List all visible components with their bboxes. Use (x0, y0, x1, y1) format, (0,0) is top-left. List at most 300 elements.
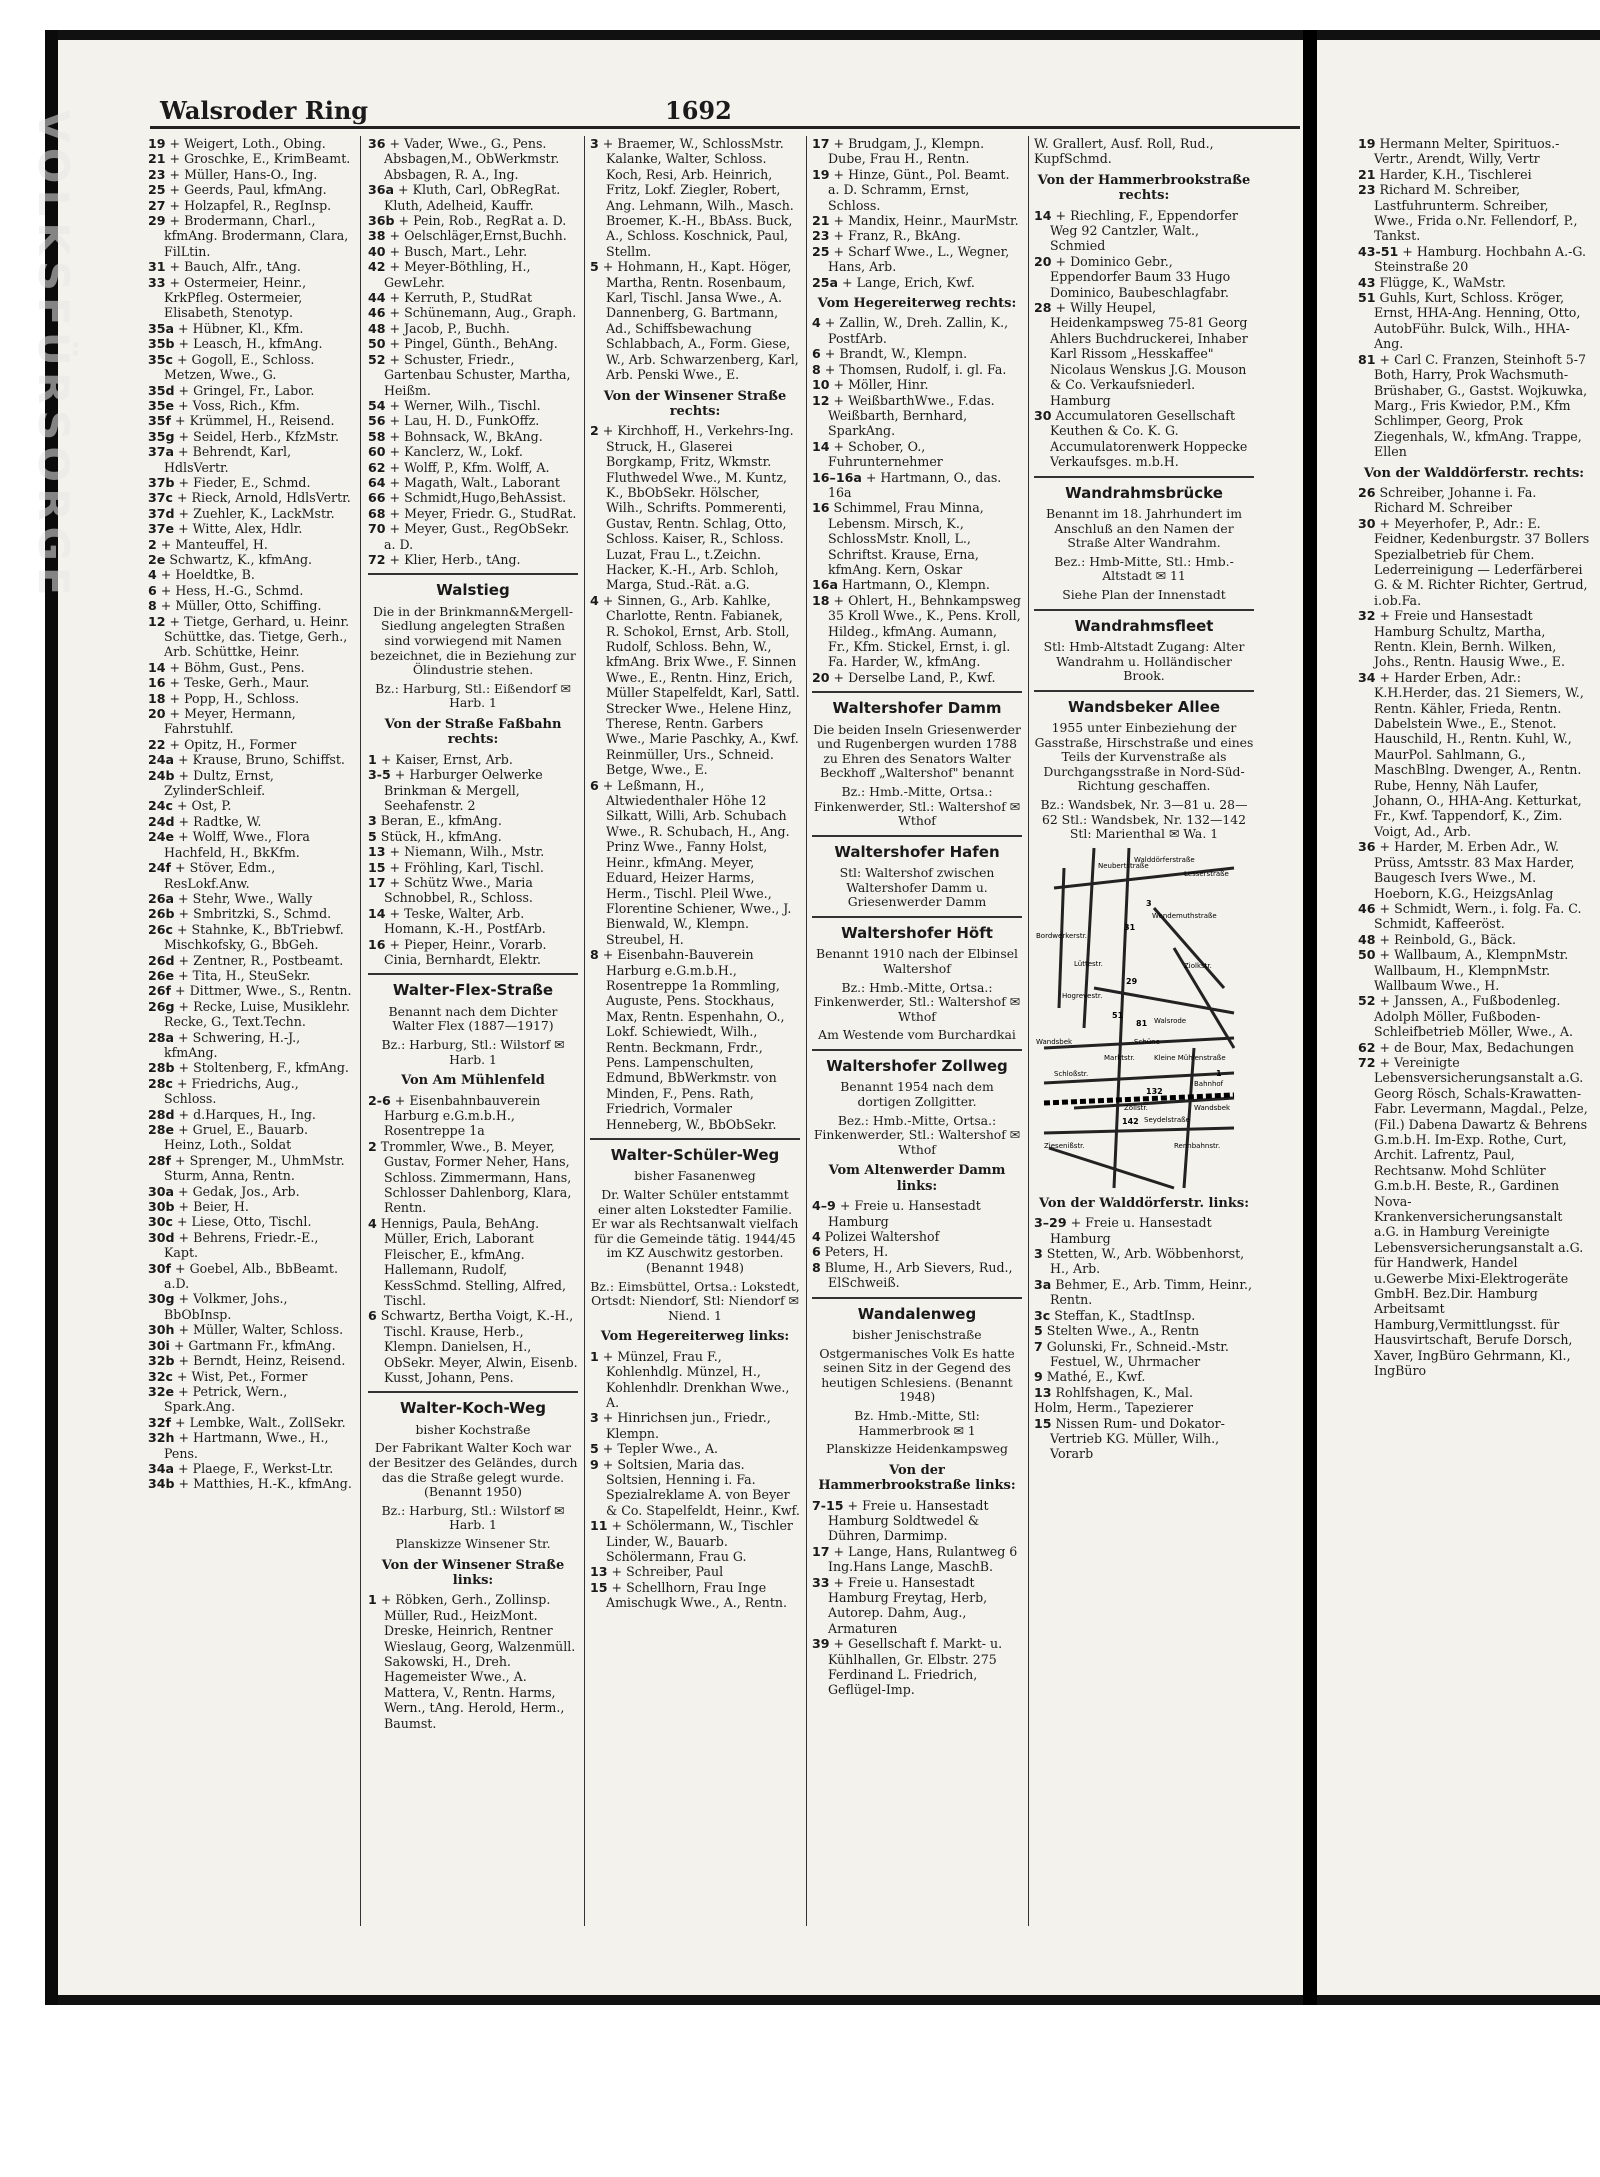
resident-text: + Schölermann, W., Tischler Linder, W., Bauarb. Schölermann, Frau G. (606, 1518, 793, 1565)
house-number: 43 (1358, 274, 1376, 290)
resident-text: + Harder, M. Erben Adr., W. Prüss, Amtsstr. 83 Max Harder, Baugesch Ivers Wwe., M. Hoeborn, K.G., HeizgsAnlag (1374, 839, 1575, 901)
address-entry (368, 305, 578, 320)
address-entry (368, 413, 578, 428)
address-entry (148, 968, 353, 983)
resident-text: + Tepler Wwe., A. (598, 1441, 719, 1457)
resident-text: + Hartmann, Wwe., H., Pens. (164, 1430, 329, 1461)
address-entry (368, 259, 578, 290)
address-entry (812, 244, 1022, 275)
address-entry (368, 444, 578, 459)
house-number: 3–29 (1034, 1215, 1067, 1231)
house-number: 48 (1358, 931, 1376, 947)
resident-text: Hartmann, O., Klempn. (838, 577, 990, 593)
column-2 (368, 136, 578, 1926)
resident-text: Schwartz, K., kfmAng. (165, 551, 313, 567)
house-number: 24f (148, 860, 172, 876)
house-number: 20 (1034, 253, 1052, 269)
resident-text: + d.Harques, H., Ing. (174, 1106, 316, 1122)
resident-text: + Reinbold, G., Bäck. (1375, 931, 1516, 947)
map-label: Lesserstraße (1184, 869, 1229, 878)
address-entry (148, 1230, 353, 1261)
address-entry (812, 500, 1022, 577)
address-entry (590, 259, 800, 382)
address-entry (148, 1461, 353, 1476)
resident-text: + Krümmel, H., Reisend. (171, 413, 335, 429)
map-label: Ziesenißstr. (1044, 1141, 1085, 1150)
house-number: 34 (1358, 669, 1376, 685)
address-entry (148, 537, 353, 552)
resident-text: + Busch, Mart., Lehr. (385, 243, 528, 259)
address-entry (148, 614, 353, 660)
house-number: 28e (148, 1122, 175, 1137)
resident-text: + Behrendt, Karl, HdlsVertr. (164, 444, 292, 475)
address-entry (368, 321, 578, 336)
address-entry (368, 460, 578, 475)
house-number: 50 (368, 336, 386, 352)
resident-text: + Kirchhoff, H., Verkehrs-Ing. Struck, H., Glaserei Borgkamp, Fritz, Wkmstr. Fluthwedel Wwe., M. Kuntz, K., BbObSekr. Hölscher, Wilh., Schrifts. Pommerenti, Gustav, Rentn. Schlag, Otto, Schloss. Kaiser, R., Schloss. Luzat, Frau L., t.Zeichn. Hacker, K.-H., Arb. Schloh, Marga, Stud.-Rät. a.G. (598, 423, 794, 593)
address-entry (368, 552, 578, 567)
address-entry (148, 1322, 353, 1337)
resident-text: + Gesellschaft f. Markt- u. Kühlhallen, Gr. Elbstr. 275 Ferdinand L. Friedrich, Geflügel-Imp. (828, 1636, 1003, 1698)
address-entry (812, 1636, 1022, 1698)
resident-text: W. Grallert, Ausf. Roll, Rud., KupfSchmd. (1034, 136, 1214, 167)
address-entry (148, 1076, 353, 1107)
resident-text: + Lange, Erich, Kwf. (838, 274, 975, 290)
house-number: 16 (148, 675, 166, 691)
house-number: 23 (148, 166, 166, 182)
house-number: 9 (1034, 1369, 1043, 1385)
address-entry (148, 1384, 353, 1415)
resident-text: + Lange, Hans, Rulantweg 6 Ing.Hans Lange, MaschB. (828, 1543, 1018, 1575)
address-entry (590, 778, 800, 947)
resident-text: + Eisenbahn-Bauverein Harburg e.G.m.b.H., Rosentreppe 1a Rommling, Auguste, Pens. Stockhaus, Max, Rentn. Espenhahn, O., Lokf. Schiewiedt, Wilh., Rentn. Beckmann, Frdr., Pens. Lampenschulten, Edmund, BbWerkmstr. von Minden, F., Pens. Rath, Friedrich, Vormaler Henneberg, W., BbObSekr. (598, 947, 785, 1132)
address-entry (812, 470, 1022, 501)
resident-text: + Zentner, R., Postbeamt. (174, 952, 344, 968)
house-number: 60 (368, 444, 386, 460)
column-divider (360, 136, 361, 1926)
address-entry (148, 891, 353, 906)
map-label: Schloßstr. (1054, 1069, 1089, 1078)
resident-text: + Manteuffel, H. (156, 536, 268, 552)
house-number: 33 (812, 1574, 830, 1590)
map-label: Wandsbek (1194, 1103, 1231, 1112)
house-number: 28a (148, 1029, 175, 1045)
address-entry (812, 393, 1022, 439)
address-entry (368, 906, 578, 937)
resident-text: + Schellhorn, Frau Inge Amischugk Wwe., A., Rentn. (606, 1579, 788, 1611)
address-entry (148, 429, 353, 444)
street-heading: Waltershofer Höft (841, 923, 993, 942)
direction-heading: Von der Straße Faßbahn rechts: (384, 716, 562, 748)
house-number: 32e (148, 1383, 175, 1399)
address-entry (1358, 244, 1590, 275)
address-entry (148, 860, 353, 891)
header-rule (150, 126, 1300, 129)
house-number: 15 (368, 859, 386, 875)
direction-heading: Von der Winsener Straße links: (381, 1557, 565, 1588)
house-number: 20 (148, 706, 166, 722)
address-entry (148, 1214, 353, 1229)
address-entry (812, 228, 1022, 243)
house-number: 26f (148, 983, 172, 999)
house-number: 6 (368, 1308, 377, 1324)
house-number: 26c (148, 921, 173, 937)
address-entry (590, 1518, 800, 1564)
address-entry (148, 1476, 353, 1491)
resident-text: + Kanclerz, W., Lokf. (385, 444, 523, 460)
address-entry (1034, 1400, 1254, 1415)
map-house-number: 81 (1136, 1018, 1148, 1028)
address-entry (1034, 1416, 1254, 1462)
house-number: 62 (1358, 1039, 1376, 1055)
house-number: 16 (368, 936, 386, 952)
house-number: 2 (148, 536, 157, 552)
resident-text: + Radtke, W. (174, 813, 262, 829)
house-number: 1 (368, 751, 377, 767)
address-entry (1358, 136, 1590, 167)
resident-text: + Soltsien, Maria das. Soltsien, Henning i. Fa. Spezialreklame A. von Beyer & Co. Stapelfeldt, Heinr., Kwf. (598, 1456, 800, 1518)
address-entry (148, 1030, 353, 1061)
map-road (1094, 988, 1234, 1013)
resident-text: Peters, H. (820, 1244, 889, 1260)
address-entry (1358, 485, 1590, 516)
street-description: Stl: Waltershof zwischen Waltershofer Damm u. Griesenwerder Damm (839, 865, 995, 910)
address-entry (1034, 1246, 1254, 1277)
address-entry (368, 336, 578, 351)
house-number: 30c (148, 1214, 173, 1230)
resident-text: + Schober, O., Fuhrunternehmer (828, 438, 943, 470)
resident-text: + Klier, Herb., tAng. (385, 551, 521, 567)
address-entry (1358, 947, 1590, 993)
resident-text: Schwartz, Bertha Voigt, K.-H., Tischl. Krause, Herb., Klempn. Danielsen, H., ObSekr. Meyer, Alwin, Eisenb. Kusst, Johann, Pens. (376, 1308, 578, 1385)
resident-text: + Beier, H. (174, 1199, 249, 1215)
spine-lettering: VOLKSFÜRSORGE (29, 110, 78, 602)
house-number: 1 (590, 1348, 599, 1364)
address-entry (812, 315, 1022, 346)
resident-text: + Dultz, Ernst, ZylinderSchleif. (164, 767, 274, 799)
resident-text: + Harburger Oelwerke Brinkman & Mergell, Seehafenstr. 2 (384, 767, 543, 813)
address-entry (148, 413, 353, 428)
house-number: 58 (368, 428, 386, 444)
resident-text: + Jacob, P., Buchh. (385, 320, 510, 336)
house-number: 35f (148, 413, 172, 429)
address-entry (148, 475, 353, 490)
address-entry (148, 552, 353, 567)
address-entry (148, 752, 353, 767)
address-entry (148, 675, 353, 690)
house-number: 17 (368, 875, 386, 890)
resident-text: + Schünemann, Aug., Graph. (385, 305, 577, 321)
house-number: 30g (148, 1291, 175, 1307)
column-divider (806, 136, 807, 1926)
resident-text: Blume, H., Arb Sievers, Rud., ElSchweiß. (820, 1259, 1013, 1291)
address-entry (368, 1308, 578, 1385)
address-entry (148, 567, 353, 582)
resident-text: + Münzel, Frau F., Kohlenhdlg. Münzel, H., Kohlenhdlr. Drenkhan Wwe., A. (598, 1348, 790, 1410)
address-entry (148, 1184, 353, 1199)
address-entry (812, 275, 1022, 290)
house-number: 3 (368, 813, 377, 829)
resident-text: + Hübner, Kl., Kfm. (174, 320, 304, 336)
resident-text: + Hamburg. Hochbahn A.-G. Steinstraße 20 (1374, 243, 1587, 275)
resident-text: + Sprenger, M., UhmMstr. Sturm, Anna, Rentn. (164, 1152, 345, 1184)
address-entry (148, 999, 353, 1030)
street-description: 1955 unter Einbeziehung der Gasstraße, Hirschstraße und eines Teils der Kurvenstraße als Durchgangsstraße in Nord-Süd-Richtung geschaffen. (1034, 720, 1254, 794)
house-number: 21 (812, 213, 830, 229)
house-number: 46 (368, 305, 386, 321)
house-number: 36 (368, 136, 386, 151)
direction-heading: Von der Walddörferstr. rechts: (1363, 465, 1585, 481)
house-number: 35e (148, 397, 175, 413)
section-rule (368, 973, 578, 975)
resident-text: + Recke, Luise, Musiklehr. Recke, G., Text.Techn. (164, 998, 350, 1030)
resident-text: Holm, Herm., Tapezierer (1034, 1400, 1194, 1416)
resident-text: + Sinnen, G., Arb. Kahlke, Charlotte, Rentn. Fabianek, R. Schokol, Ernst, Arb. Stoll, Rudolf, Schloss. Behn, W., kfmAng. Brix Wwe., F. Sinnen Wwe., E., Rentn. Hinz, Erich, Müller Stapelfeldt, Karl, Sattl. Strecker Wwe., Helene Hinz, Therese, Rentn. Garbers Wwe., Marie Paschky, A., Kwf. Reinmüller, Urs., Schneid. Betge, Wwe., E. (598, 592, 800, 778)
house-number: 9 (590, 1456, 599, 1472)
house-number: 26a (148, 890, 175, 906)
page-gutter (1303, 30, 1317, 2005)
resident-text: + Tita, H., SteuSekr. (174, 967, 311, 983)
house-number: 12 (812, 392, 830, 408)
resident-text: + Franz, R., BkAng. (829, 228, 961, 244)
direction-heading: Von der Walddörferstr. links: (1038, 1195, 1249, 1211)
section-rule (368, 573, 578, 575)
resident-text: + Ostermeier, Heinr., KrkPfleg. Ostermeier, Elisabeth, Stenotyp. (164, 274, 307, 321)
house-number: 28d (148, 1106, 175, 1122)
map-house-number: 1 (1216, 1068, 1222, 1078)
street-heading: Walter-Koch-Weg (400, 1399, 546, 1418)
address-entry (590, 593, 800, 778)
resident-text: + Meyer, Gust., RegObSekr. a. D. (384, 521, 570, 552)
resident-text: + Seidel, Herb., KfzMstr. (174, 428, 340, 444)
street-description: Bz.: Hmb.-Mitte, Ortsa.: Finkenwerder, Stl.: Waltershof ✉ Wthof (813, 784, 1021, 829)
house-number: 26g (148, 998, 175, 1014)
resident-text: + Meyer, Hermann, Fahrstuhlf. (164, 706, 296, 737)
house-number: 18 (148, 690, 166, 706)
street-heading: Walstieg (436, 581, 510, 600)
street-description: bisher Kochstraße (415, 1421, 531, 1437)
house-number: 4 (590, 592, 599, 608)
house-number: 4–9 (812, 1198, 836, 1214)
section-rule (1034, 690, 1254, 692)
house-number: 19 (812, 166, 830, 182)
house-number: 30f (148, 1260, 172, 1276)
house-number: 44 (368, 290, 386, 306)
house-number: 14 (812, 438, 830, 454)
address-entry (368, 1592, 578, 1731)
house-number: 36a (368, 182, 395, 198)
house-number: 37b (148, 474, 175, 490)
address-entry (148, 383, 353, 398)
house-number: 27 (148, 197, 166, 213)
street-description: Bz.: Harburg, Stl.: Eißendorf ✉ Harb. 1 (375, 680, 571, 711)
resident-text: Flügge, K., WaMstr. (1375, 274, 1506, 290)
map-house-number: 3 (1146, 898, 1152, 908)
address-entry (590, 1441, 800, 1456)
house-number: 8 (812, 361, 821, 377)
resident-text: + Bauch, Alfr., tAng. (165, 259, 301, 275)
resident-text: + Leasch, H., kfmAng. (174, 336, 323, 352)
address-entry (148, 1430, 353, 1461)
house-number: 2e (148, 551, 166, 567)
address-entry (1358, 516, 1590, 608)
map-label: Bordwerkerstr. (1036, 931, 1088, 940)
resident-text: Steffan, K., StadtInsp. (1050, 1307, 1196, 1323)
house-number: 14 (148, 659, 166, 675)
resident-text: + Gartmann Fr., kfmAng. (169, 1337, 336, 1353)
address-entry (148, 275, 353, 321)
street-heading: Walter-Schüler-Weg (610, 1146, 780, 1164)
map-label: Ziolkstr. (1184, 961, 1212, 970)
house-number: 25a (812, 274, 839, 290)
house-number: 25 (148, 182, 166, 198)
resident-text: + Hartmann, O., das. 16a (828, 469, 1002, 500)
resident-text: + Stoltenberg, F., kfmAng. (174, 1060, 349, 1076)
resident-text: + Möller, Hinr. (829, 377, 929, 393)
address-entry (812, 1260, 1022, 1291)
direction-heading: Von der Hammerbrookstraße links: (818, 1462, 1016, 1494)
address-entry (148, 1153, 353, 1184)
resident-text: + Freie u. Hansestadt Hamburg (828, 1198, 981, 1229)
address-entry (368, 752, 578, 767)
street-description: Am Westende vom Burchardkai (818, 1027, 1016, 1043)
resident-text: + Witte, Alex, Hdlr. (174, 521, 303, 537)
address-entry (148, 321, 353, 336)
address-entry (368, 1093, 578, 1139)
section-rule (812, 835, 1022, 837)
resident-text: + Petrick, Wern., Spark.Ang. (164, 1383, 288, 1415)
house-number: 28 (1034, 300, 1052, 316)
address-entry (1358, 275, 1590, 290)
address-entry (148, 906, 353, 921)
house-number: 52 (1358, 993, 1376, 1009)
address-entry (148, 506, 353, 521)
house-number: 2 (368, 1138, 377, 1154)
street-description: Stl: Hmb-Altstadt Zugang: Alter Wandrahm u. Holländischer Brook. (1043, 638, 1245, 684)
resident-text: + Pein, Rob., RegRat a. D. (394, 213, 567, 229)
address-entry (148, 768, 353, 799)
map-label: Seydelstraße (1144, 1115, 1190, 1124)
address-entry (1034, 1323, 1254, 1338)
address-entry (368, 1216, 578, 1308)
street-description: bisher Jenischstraße (852, 1326, 982, 1342)
resident-text: + Müller, Walter, Schloss. (174, 1322, 344, 1338)
street-description: Bz.: Harburg, Stl.: Wilstorf ✉ Harb. 1 (381, 1037, 565, 1067)
address-entry (368, 506, 578, 521)
house-number: 21 (148, 151, 166, 167)
map-road (1044, 1128, 1234, 1133)
house-number: 5 (590, 259, 599, 275)
map-house-number: 132 (1146, 1086, 1163, 1096)
house-number: 37d (148, 505, 175, 521)
address-entry (148, 1060, 353, 1075)
address-entry (1358, 932, 1590, 947)
section-rule (812, 916, 1022, 918)
resident-text: + Niemann, Wilh., Mstr. (385, 844, 545, 860)
resident-text: + Holzapfel, R., RegInsp. (165, 197, 332, 213)
direction-heading: Vom Hegereiterweg links: (600, 1329, 790, 1345)
resident-text: + Behrens, Friedr.-E., Kapt. (164, 1229, 319, 1261)
house-number: 22 (148, 736, 166, 752)
street-description: Benannt 1954 nach dem dortigen Zollgitter. (840, 1079, 994, 1109)
house-number: 39 (812, 1636, 830, 1652)
address-entry (368, 875, 578, 906)
resident-text: + Hohmann, H., Kapt. Höger, Martha, Rentn. Rosenbaum, Karl, Tischl. Jansa Wwe., A. Dannenberg, G. Bartmann, Ad., Schiffsbewachung Schlabbach, A., Form. Giese, W., Arb. Schwarzenberg, Karl, Arb. Penski Wwe., E. (598, 259, 799, 383)
house-number: 35d (148, 382, 175, 398)
street-description: Planskizze Heidenkampsweg (826, 1441, 1008, 1457)
resident-text: Accumulatoren Gesellschaft Keuthen & Co. K. G. Accumulatorenwerk Hoppecke Verkaufsges. m.b.H. (1050, 407, 1248, 470)
street-heading: Wandsbeker Allee (1068, 697, 1220, 716)
house-number: 3 (590, 136, 599, 151)
address-entry (148, 151, 353, 166)
resident-text: + Matthies, H.-K., kfmAng. (174, 1476, 352, 1492)
address-entry (148, 444, 353, 475)
address-entry (148, 598, 353, 613)
address-entry (1358, 290, 1590, 352)
resident-text: + Hinze, Günt., Pol. Beamt. a. D. Schramm, Ernst, Schloss. (828, 166, 1010, 213)
address-entry (1034, 1215, 1254, 1246)
house-number: 13 (590, 1564, 608, 1580)
resident-text: + Rieck, Arnold, HdlsVertr. (173, 490, 351, 506)
resident-text: Trommler, Wwe., B. Meyer, Gustav, Former Neher, Hans, Schloss. Zimmermann, Hans, Schlosser Dahlenborg, Klara, Rentn. (376, 1138, 572, 1216)
address-entry (590, 136, 800, 259)
address-entry (590, 423, 800, 592)
resident-text: Behmer, E., Arb. Timm, Heinr., Rentn. (1050, 1276, 1253, 1308)
house-number: 3 (590, 1410, 599, 1426)
resident-text: + Smbritzki, S., Schmd. (174, 906, 332, 922)
resident-text: + Freie u. Hansestadt Hamburg (1050, 1215, 1212, 1246)
house-number: 19 (148, 136, 166, 151)
street-description: Planskizze Winsener Str. (395, 1535, 551, 1551)
house-number: 26e (148, 967, 175, 983)
resident-text: + Tietge, Gerhard, u. Heinr. Schüttke, das. Tietge, Gerh., Arb. Schüttke, Heinr. (164, 613, 350, 660)
house-number: 15 (1034, 1415, 1052, 1431)
street-description: Die in der Brinkmann&Mergell-Siedlung angelegten Straßen sind vorwiegend mit Namen bezeichnet, die in Beziehung zur Ölindustrie stehen. (370, 603, 576, 678)
resident-text: + Zallin, W., Dreh. Zallin, K., PostfArb. (820, 315, 1009, 346)
direction-heading: Von der Winsener Straße rechts: (603, 388, 787, 419)
map-house-number: 31 (1124, 922, 1136, 932)
resident-text: + Popp, H., Schloss. (165, 690, 300, 706)
resident-text: Schimmel, Frau Minna, Lebensm. Mirsch, K., SchlossMstr. Knoll, L., Schriftst. Krause, Erna, kfmAng. Kern, Oskar (828, 500, 984, 577)
address-entry (148, 814, 353, 829)
house-number: 15 (590, 1579, 608, 1595)
address-entry (1034, 408, 1254, 470)
resident-text: + Krause, Bruno, Schiffst. (174, 752, 345, 768)
address-entry (812, 346, 1022, 361)
address-entry (1358, 352, 1590, 460)
address-entry (1034, 208, 1254, 254)
address-entry (148, 983, 353, 998)
resident-text: Stück, H., kfmAng. (376, 828, 502, 844)
house-number: 35g (148, 428, 175, 444)
house-number: 26d (148, 952, 175, 968)
house-number: 2-6 (368, 1092, 391, 1108)
house-number: 14 (1034, 207, 1052, 223)
address-entry (148, 167, 353, 182)
resident-text: + Gogoll, E., Schloss. Metzen, Wwe., G. (164, 351, 315, 383)
address-entry (148, 1261, 353, 1292)
street-description: Bz.: Harburg, Stl.: Wilstorf ✉ Harb. 1 (381, 1502, 565, 1533)
house-number: 7-15 (812, 1497, 844, 1513)
street-description: Bez.: Hmb-Mitte, Stl.: Hmb.-Altstadt ✉ 11 (1054, 553, 1234, 584)
resident-text: + Voss, Rich., Kfm. (174, 397, 300, 413)
map-label: Neubertstraße (1098, 861, 1149, 870)
resident-text: + Dittmer, Wwe., S., Rentn. (171, 983, 352, 999)
house-number: 6 (148, 582, 157, 598)
address-entry (148, 1369, 353, 1384)
house-number: 18 (812, 592, 830, 608)
house-number: 17 (812, 1543, 830, 1559)
